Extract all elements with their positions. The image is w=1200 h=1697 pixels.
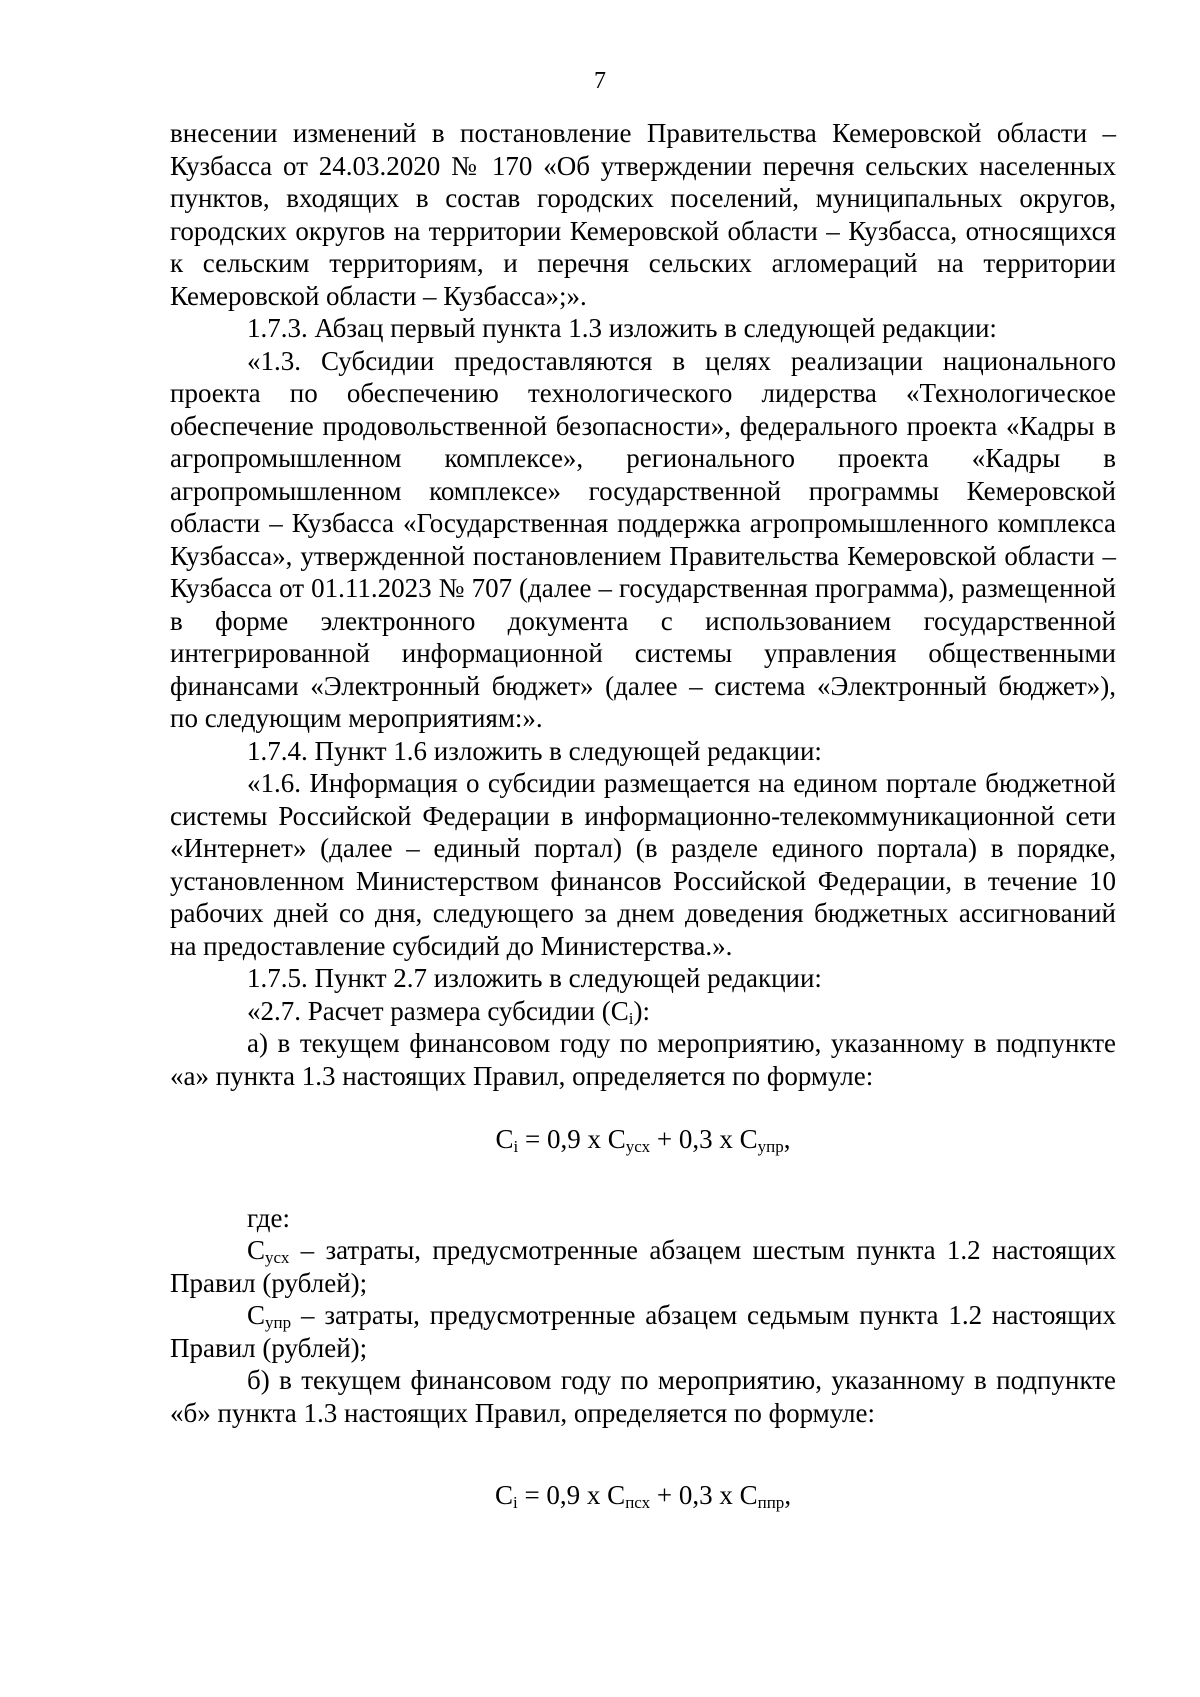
formula-b-lhs-sub: i — [512, 1493, 518, 1512]
paragraph-item-1-7-4: 1.7.4. Пункт 1.6 изложить в следующей редакции: — [247, 735, 822, 766]
formula-a-sub1: усх — [625, 1137, 651, 1156]
formula-a-part2: + 0,3 x C — [650, 1124, 758, 1154]
paragraph-item-1-6: «1.6. Информация о субсидии размещается на едином портале бюджетной системы Российской Федерации в информационно-телекоммуникационной сети «Интернет» (далее – единый портал) (в разделе единого портала) в порядке, установленном Министерством финансов Российской Федерации, в течение 10 рабочих дней со дня, следующего за днем доведения бюджетных ассигнований на предоставление субсидий до Министерства.». — [170, 768, 1116, 961]
page-number: 7 — [594, 68, 606, 94]
paragraph-where: где: — [247, 1202, 290, 1233]
def1-symbol: C — [247, 1235, 266, 1265]
formula-b — [170, 1479, 1116, 1512]
formula-a — [170, 1123, 1116, 1156]
formula-b-sub1: псх — [625, 1493, 651, 1512]
definition-c-usx — [170, 1234, 1116, 1299]
formula-b-part2: + 0,3 x C — [650, 1480, 758, 1510]
def2-symbol: C — [247, 1300, 266, 1330]
formula-b-sub2: ппр — [757, 1493, 785, 1512]
formula-a-lhs: C — [495, 1124, 514, 1154]
paragraph-continuation: внесении изменений в постановление Правительства Кемеровской области – Кузбасса от 24.03.2020 № 170 «Об утверждении перечня сельских населенных пунктов, входящих в состав городских поселений, муниципальных округов, городских округов на территории Кемеровской области – Кузбасса, относящихся к сельским территориям, и перечня сельских агломераций на территории Кемеровской области – Кузбасса»;». — [170, 118, 1116, 311]
item-2-7-sub: i — [628, 1008, 634, 1028]
paragraph-subitem-a: а) в текущем финансовом году по мероприятию, указанному в подпункте «а» пункта 1.3 настоящих Правил, определяется по формуле: — [170, 1028, 1116, 1091]
paragraph-subitem-b: б) в текущем финансовом году по мероприятию, указанному в подпункте «б» пункта 1.3 настоящих Правил, определяется по формуле: — [170, 1365, 1116, 1428]
def2-text: – затраты, предусмотренные абзацем седьмым пункта 1.2 настоящих Правил (рублей); — [170, 1300, 1116, 1363]
item-2-7-prefix: «2.7. Расчет размера субсидии (C — [247, 995, 629, 1026]
formula-b-lhs: C — [494, 1480, 513, 1510]
spacer — [170, 1187, 1116, 1202]
formula-b-part1: = 0,9 x C — [517, 1480, 626, 1510]
def1-text: – затраты, предусмотренные абзацем шестым пункта 1.2 настоящих Правил (рублей); — [170, 1235, 1116, 1298]
document-body — [170, 117, 1116, 1512]
paragraph-item-1-7-5: 1.7.5. Пункт 2.7 изложить в следующей редакции: — [247, 963, 822, 993]
formula-b-tail: , — [784, 1480, 792, 1510]
def1-sub: усх — [265, 1248, 290, 1267]
paragraph-item-2-7 — [170, 995, 1116, 1028]
paragraph-item-1-7-3: 1.7.3. Абзац первый пункта 1.3 изложить в следующей редакции: — [247, 313, 997, 343]
definition-c-upr — [170, 1299, 1116, 1364]
item-2-7-suffix: ): — [633, 995, 650, 1026]
def2-sub: упр — [265, 1313, 292, 1332]
formula-a-part1: = 0,9 x C — [518, 1124, 626, 1154]
formula-a-lhs-sub: i — [513, 1137, 519, 1156]
formula-a-tail: , — [783, 1124, 791, 1154]
paragraph-item-1-3: «1.3. Субсидии предоставляются в целях реализации национального проекта по обеспечению технологического лидерства «Технологическое обеспечение продовольственной безопасности», федерального проекта «Кадры в агропромышленном комплексе», регионального проекта «Кадры в агропромышленном комплексе» государственной программы Кемеровской области – Кузбасса «Государственная поддержка агропромышленного комплекса Кузбасса», утвержденной постановлением Правительства Кемеровской области – Кузбасса от 01.11.2023 № 707 (далее – государственная программа), размещенной в форме электронного документа с использованием государственной интегрированной информационной системы управления общественными финансами «Электронный бюджет» (далее – система «Электронный бюджет»), по следующим мероприятиям:». — [170, 345, 1116, 733]
formula-a-sub2: упр — [757, 1137, 784, 1156]
